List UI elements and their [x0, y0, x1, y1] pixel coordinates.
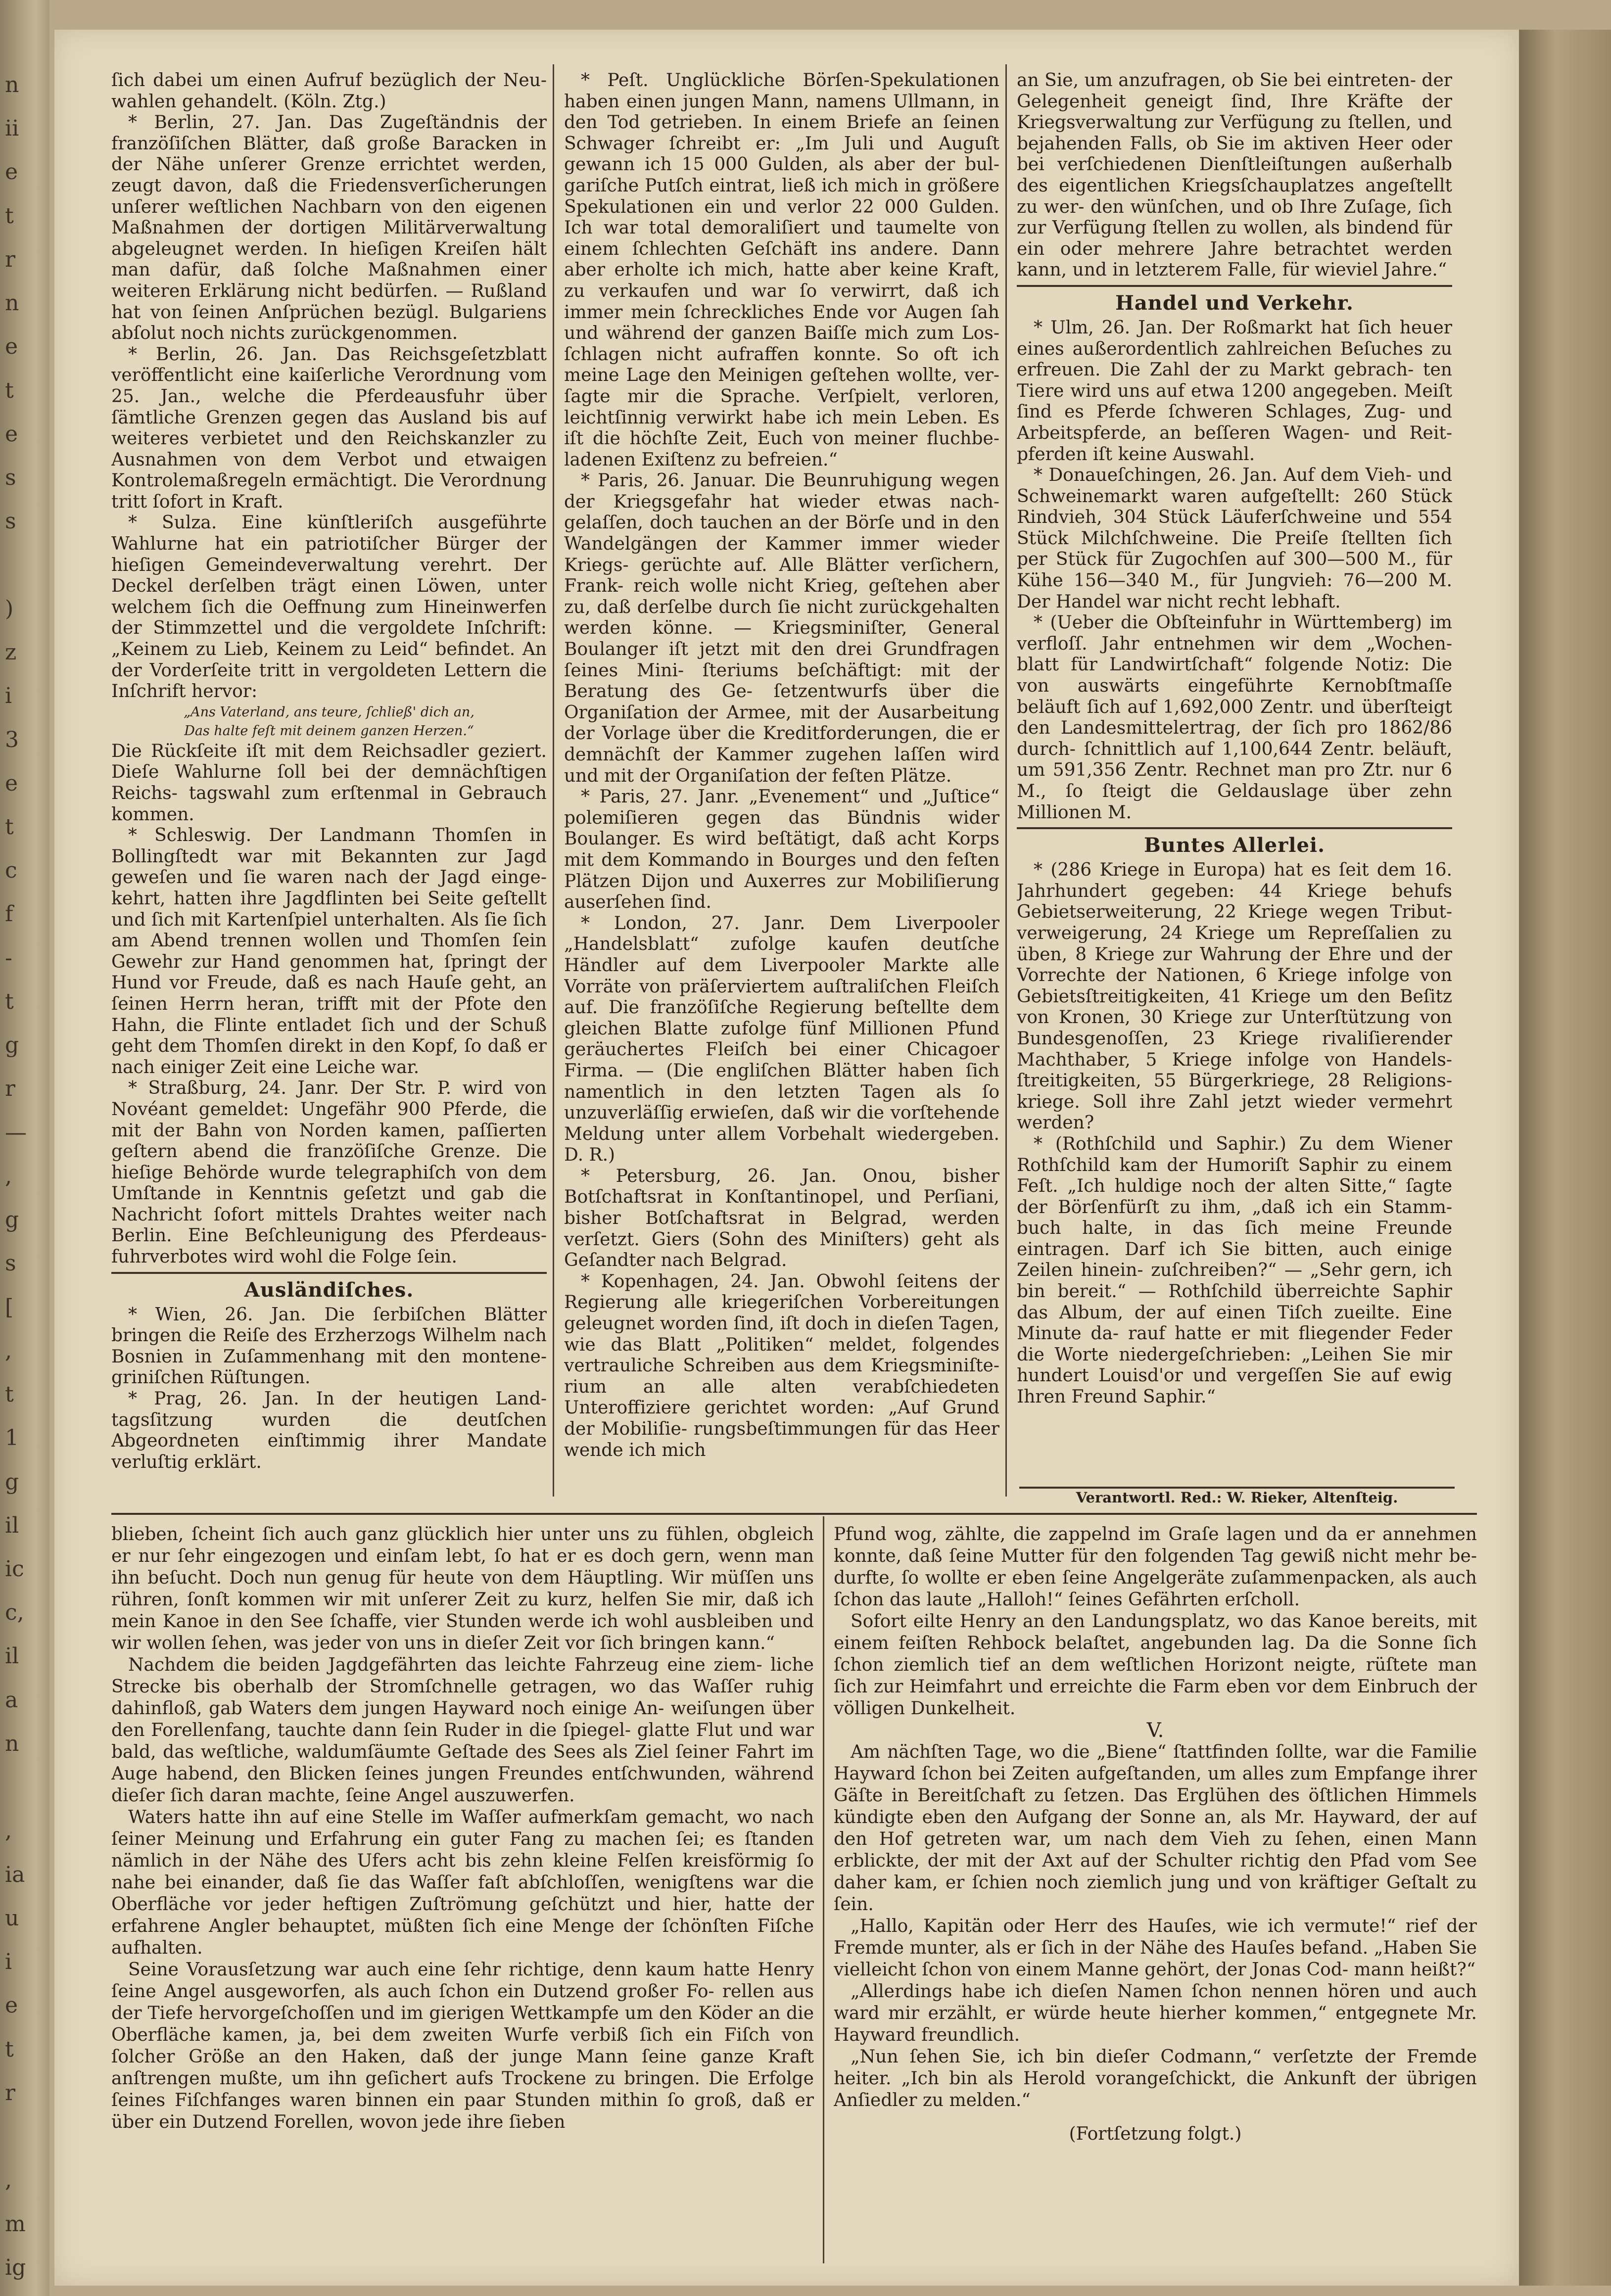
- article-ulm: * Ulm, 26. Jan. Der Roßmarkt hat ſich heuer eines außerordentlich zahlreichen Beſuches zu erfreuen. Die Zahl der zu Markt gebrach- ten Tiere wird uns auf etwa 1200 angegeben. Meiſt ſind es Pferde ſchweren Schlages, Zug- und Arbeitspferde, an beſſeren Wagen- und Reit- pferden iſt keine Auswahl.: [1017, 317, 1452, 465]
- page-stack-edge: [1519, 30, 1611, 2286]
- article-strassburg: * Straßburg, 24. Janr. Der Str. P. wird von Novéant gemeldet: Ungefähr 900 Pferde, die mit der Bahn von Norden kamen, paſſierten geſtern abend die franzöſiſche Grenze. Die hieſige Behörde wurde telegraphiſch von dem Umſtande in Kenntnis geſetzt und gab die Nachricht ſofort mittels Drahtes weiter nach Berlin. Eine Beſchleunigung des Pferdeaus- fuhrverbotes wird wohl die Folge ſein.: [111, 1078, 547, 1267]
- previous-page-fragment: ia: [5, 1862, 25, 1887]
- article-kopenhagen: * Kopenhagen, 24. Jan. Obwohl ſeitens der Regierung alle kriegeriſchen Vorbereitungen geleugnet worden ſind, iſt doch in dieſen Tagen, wie das Blatt „Politiken“ meldet, folgendes vertrauliche Schreiben aus dem Kriegsminiſte- rium an alle alten verabſchiedeten Unteroffiziere gerichtet worden: „Auf Grund der Mobiliſie- rungsbeſtimmungen für das Heer wende ich mich: [564, 1271, 999, 1460]
- previous-page-fragment: ic: [5, 1556, 24, 1582]
- column-divider: [553, 64, 554, 1497]
- previous-page-fragment: e: [5, 1993, 18, 2018]
- story-paragraph: Am nächſten Tage, wo die „Biene“ ſtattfinden ſollte, war die Familie Hayward ſchon bei Zeiten aufgeſtanden, um alles zum Empfange ihrer Gäſte in Bereitſchaft zu ſetzen. Das Erglühen des öſtlichen Himmels kündigte eben den Aufgang der Sonne an, als Mr. Hayward, der auf den Hof getreten war, um nach dem Vieh zu ſehen, einen Mann erblickte, der mit der Axt auf der Schulter richtig den Pfad vom See daher kam, er ſchien noch ziemlich jung und von kräftiger Geſtalt zu ſein.: [834, 1742, 1477, 1915]
- article-berlin-26: * Berlin, 26. Jan. Das Reichsgeſetzblatt veröffentlicht eine kaiſerliche Verordnung vom 25. Jan., welche die Pferdeausfuhr über ſämtliche Grenzen gegen das Ausland bis auf weiteres verbietet und den Reichskanzler zu Ausnahmen von dem Verbot und etwaigen Kontrolemaßregeln ermächtigt. Die Verordnung tritt ſofort in Kraft.: [111, 344, 547, 512]
- column-3: [1017, 70, 1452, 1485]
- inscription-line-1: „Ans Vaterland, ans teure, ſchließ' dich an,: [184, 704, 474, 720]
- previous-page-fragment: u: [5, 1905, 19, 1931]
- article-rothschild: * (Rothſchild und Saphir.) Zu dem Wiener Rothſchild kam der Humoriſt Saphir zu einem Feſt. „Ich huldige noch der alten Sitte,“ ſagte der Börſenfürſt zu ihm, „daß ich ein Stamm- buch halte, in das ſich meine Freunde eintragen. Darf ich Sie bitten, auch einige Zeilen hinein- zuſchreiben?“ — „Sehr gern, ich bin bereit.“ — Rothſchild überreichte Saphir das Album, der auf einen Tiſch zueilte. Eine Minute da- rauf hatte er mit fliegender Feder die Worte niedergeſchrieben: „Leihen Sie mir hundert Louisd'or und vergeſſen Sie auf ewig Ihren Freund Saphir.“: [1017, 1133, 1452, 1407]
- section-rule: [1017, 827, 1452, 829]
- previous-page-fragment: [: [5, 1294, 14, 1320]
- previous-page-fragment: g: [5, 1207, 19, 1233]
- previous-page-fragment: i: [5, 683, 12, 709]
- previous-page-fragment: g: [5, 1469, 19, 1495]
- previous-page-fragment: 3: [5, 727, 19, 752]
- previous-page-fragment: n: [5, 72, 19, 97]
- section-heading-buntes: Buntes Allerlei.: [1143, 834, 1326, 857]
- story-paragraph: Pfund wog, zählte, die zappelnd im Graſe lagen und da er annehmen konnte, daß ſeine Mutter für den folgenden Tag gewiß nicht mehr be- durfte, ſo wollte er eben ſeine Angelgeräte zuſammenpacken, als auch ſchon das laute „Halloh!“ ſeines Gefährten erſcholl.: [834, 1524, 1477, 1610]
- article-obsteinfuhr: * (Ueber die Obſteinfuhr in Württemberg) im verfloſſ. Jahr entnehmen wir dem „Wochen- blatt für Landwirtſchaft“ folgende Notiz: Die von auswärts eingeführte Kernobſtmaſſe beläuft ſich auf 1,692,000 Zentr. und überſteigt den Landesmittelertrag, der ſich pro 1862/86 durch- ſchnittlich auf 1,100,644 Zentr. beläuft, um 591,356 Zentr. Rechnet man pro Ztr. nur 6 M., ſo ſteigt die Geldauslage über zehn Millionen M.: [1017, 612, 1452, 823]
- previous-page-fragment: f: [5, 901, 13, 927]
- article-sulza: * Sulza. Eine künſtleriſch ausgeführte Wahlurne hat ein patriotiſcher Bürger der hieſigen Gemeindeverwaltung verehrt. Der Deckel derſelben trägt einen Löwen, unter welchem ſich die Oeffnung zum Hineinwerfen der Stimmzettel und die vergoldete Inſchrift: „Keinem zu Lieb, Keinem zu Leid“ befindet. An der Vorderſeite tritt in vergoldeten Lettern die Inſchrift hervor:: [111, 513, 547, 702]
- story-paragraph: „Allerdings habe ich dieſen Namen ſchon nennen hören und auch ward mir erzählt, er würde heute hierher kommen,“ entgegnete Mr. Hayward freundlich.: [834, 1981, 1477, 2045]
- article-paris-27: * Paris, 27. Janr. „Evenement“ und „Juſtice“ polemiſieren gegen das Bündnis wider Boulanger. Es wird beſtätigt, daß acht Korps mit dem Kommando in Bourges und den feſten Plätzen Dijon und Auxerres zur Mobiliſierung auserſehen ſind.: [564, 787, 999, 913]
- continued-note: (Fortſetzung folgt.): [1069, 2124, 1242, 2144]
- previous-page-fragment: t: [5, 1382, 14, 1407]
- previous-page-fragment: t: [5, 377, 14, 403]
- previous-page-fragment: r: [5, 1076, 16, 1102]
- section-heading-handel: Handel und Verkehr.: [1115, 291, 1354, 315]
- story-column-left: [111, 1524, 814, 2266]
- previous-page-fragment: ii: [5, 116, 19, 141]
- previous-page-fragment: t: [5, 203, 14, 229]
- article-pest: * Peſt. Unglückliche Börſen-Spekulationen haben einen jungen Mann, namens Ullmann, in den Tod getrieben. In einem Briefe an ſeinen Schwager ſchreibt er: „Im Juli und Auguſt gewann ich 15 000 Gulden, als aber der bul- gariſche Putſch eintrat, ließ ich mich in größere Spekulationen ein und verlor 22 000 Gulden. Ich war total demoraliſiert und taumelte von einem ſchlechten Geſchäft ins andere. Dann aber erholte ich mich, hatte aber keine Kraft, zu verkaufen und war ſo verwirrt, daß ich immer mein ſchreckliches Ende vor Augen ſah und während der ganzen Baiſſe mich zum Los- ſchlagen nicht aufraffen konnte. So oft ich meine Lage den Meinigen geſtehen wollte, ver- ſagte mir die Sprache. Verſpielt, verloren, leichtſinnig verwirkt habe ich mein Leben. Es iſt die höchſte Zeit, Euch von meiner fluchbe- ladenen Exiſtenz zu befreien.“: [564, 70, 999, 470]
- previous-page-fragment: ,: [5, 1818, 12, 1844]
- previous-page-fragment: z: [5, 640, 17, 665]
- article-berlin-27: * Berlin, 27. Jan. Das Zugeſtändnis der franzöſiſchen Blätter, daß große Baracken in der Nähe unſerer Grenze errichtet werden, zeugt davon, daß die Friedensverſicherungen unſerer weſtlichen Nachbarn von den eigenen Maßnahmen der dortigen Militärverwaltung abgeleugnet werden. In hieſigen Kreiſen hält man dafür, daß ſolche Maßnahmen einer weiteren Erklärung nicht bedürfen. — Rußland hat von ſeinen Anſprüchen bezügl. Bulgariens abſolut noch nichts zurückgenommen.: [111, 112, 547, 344]
- article-london: * London, 27. Janr. Dem Liverpooler „Handelsblatt“ zufolge kaufen deutſche Händler auf dem Liverpooler Markte alle Vorräte von präſerviertem auſtraliſchen Fleiſch auf. Die franzöſiſche Regierung beſtellte dem gleichen Blatte zufolge fünf Millionen Pfund geräuchertes Fleiſch bei einer Chicagoer Firma. — (Die engliſchen Blätter haben ſich namentlich in den letzten Tagen als ſo unzuverläſſig erwieſen, daß wir die vorſtehende Meldung unter allem Vorbehalt wiedergeben. D. R.): [564, 913, 999, 1166]
- previous-page-fragment: ,: [5, 2167, 12, 2193]
- previous-page-fragment: t: [5, 988, 14, 1014]
- column-1: [111, 70, 547, 1500]
- previous-page-edge: [0, 0, 49, 2296]
- article-continuation: an Sie, um anzufragen, ob Sie bei eintreten- der Gelegenheit geneigt ſind, Ihre Kräfte der Kriegsverwaltung zur Verfügung zu ſtellen, und bejahenden Falls, ob Sie im aktiven Heer oder bei verſchiedenen Dienſtleiſtungen außerhalb des eigentlichen Kriegsſchauplatzes angeſtellt zu wer- den wünſchen, und ob Ihre Zuſage, ſich zur Verfügung ſtellen zu wollen, als bindend für ein oder mehrere Jahre betrachtet werden kann, und in letzterem Falle, für wieviel Jahre.“: [1017, 70, 1452, 281]
- article-schleswig: * Schleswig. Der Landmann Thomſen in Bollingſtedt war mit Bekannten zur Jagd geweſen und ſie waren nach der Jagd einge- kehrt, hatten ihre Jagdflinten bei Seite geſtellt und ſich mit Kartenſpiel unterhalten. Als ſie ſich am Abend trennen wollen und Thomſen ſein Gewehr zur Hand genommen hat, ſpringt der Hund vor Freude, daß es nach Hauſe geht, an ſeinen Herrn heran, trifft mit der Pfote den Hahn, die Flinte entladet ſich und der Schuß geht dem Thomſen direkt in den Kopf, ſo daß er nach einiger Zeit eine Leiche war.: [111, 825, 547, 1078]
- chapter-number: V.: [1146, 1719, 1164, 1742]
- previous-page-fragment: ,: [5, 1163, 12, 1189]
- column-2: [564, 70, 999, 1500]
- previous-page-fragment: r: [5, 2080, 16, 2106]
- story-paragraph: Waters hatte ihn auf eine Stelle im Waſſer aufmerkſam gemacht, wo nach ſeiner Meinung und Erfahrung ein guter Fang zu machen ſei; es ſtanden nämlich in der Nähe des Ufers acht bis zehn kleine Felſen kreisförmig ſo nahe bei einander, daß ſie das Waſſer faſt abſchloſſen, wenigſtens war die Oberfläche vor jeder heftigen Zuſtrömung geſchützt und hier, hatte der erfahrene Angler behauptet, müßten ſich eine Menge der ſchönſten Fiſche aufhalten.: [111, 1807, 814, 1958]
- feuilleton-rule: [111, 1513, 1477, 1515]
- previous-page-fragment: n: [5, 1731, 19, 1756]
- previous-page-fragment: il: [5, 1643, 19, 1669]
- article-petersburg: * Petersburg, 26. Jan. Onou, bisher Botſchaftsrat in Konſtantinopel, und Perſiani, bisher Botſchaftsrat in Belgrad, werden verſetzt. Giers (Sohn des Miniſters) geht als Geſandter nach Belgrad.: [564, 1166, 999, 1271]
- article-kriege: * (286 Kriege in Europa) hat es ſeit dem 16. Jahrhundert gegeben: 44 Kriege behufs Gebietserweiterung, 22 Kriege wegen Tribut- verweigerung, 24 Kriege um Repreſſalien zu üben, 8 Kriege zur Wahrung der Ehre und der Vorrechte der Nationen, 6 Kriege infolge von Gebietsſtreitigkeiten, 41 Kriege um den Beſitz von Kronen, 30 Kriege zur Unterſtützung von Bundesgenoſſen, 23 Kriege rivaliſierender Machthaber, 5 Kriege infolge von Handels- ſtreitigkeiten, 55 Bürgerkriege, 28 Religions- kriege. Soll ihre Zahl jetzt wieder vermehrt werden?: [1017, 860, 1452, 1133]
- story-paragraph: Nachdem die beiden Jagdgefährten das leichte Fahrzeug eine ziem- liche Strecke bis oberhalb der Stromſchnelle getragen, wo das Waſſer ruhig dahinfloß, gab Waters dem jungen Hayward noch einige An- weiſungen über den Forellenfang, tauchte dann ſein Ruder in die ſpiegel- glatte Flut und war bald, das weſtliche, waldumſäumte Geſtade des Sees als Ziel ſeiner Fahrt im Auge habend, den Blicken ſeines jungen Freundes entſchwunden, während dieſer ſich daran machte, ſeine Angel auszuwerfen.: [111, 1655, 814, 1806]
- previous-page-fragment: c: [5, 858, 17, 884]
- editor-credit: Verantwortl. Red.: W. Rieker, Altenſteig.: [1076, 1489, 1398, 1506]
- story-paragraph: „Nun ſehen Sie, ich bin dieſer Codmann,“ verſetzte der Fremde heiter. „Ich bin als Herold vorangeſchickt, die Ankunft der übrigen Anſiedler zu melden.“: [834, 2047, 1477, 2110]
- story-paragraph: Seine Vorausſetzung war auch eine ſehr richtige, denn kaum hatte Henry ſeine Angel ausgeworfen, als auch ſchon ein Dutzend großer Fo- rellen aus der Tiefe hervorgeſchoſſen und im gierigen Wettkampfe um den Köder an die Oberfläche kamen, ja, bei dem zweiten Wurfe verbiß ſich ein Fiſch von ſolcher Größe an den Haken, daß der junge Mann ſeine ganze Kraft anſtrengen mußte, um ihn geſichert aufs Trockene zu bringen. Die Erfolge ſeines Fiſchfanges waren binnen ein paar Stunden mithin ſo groß, daß er über ein Dutzend Forellen, wovon jede ihre ſieben: [111, 1960, 814, 2132]
- previous-page-fragment: i: [5, 1949, 12, 1975]
- story-paragraph: blieben, ſcheint ſich auch ganz glücklich hier unter uns zu fühlen, obgleich er nur ſehr eingezogen und einſam lebt, ſo hat er es doch gern, wenn man ihn beſucht. Doch nun genug für heute von dem Häuptling. Wir müſſen uns rühren, ſonſt kommen wir mit unſerer Zeit zu kurz, helfen Sie mir, daß ich mein Kanoe in den See ſchaffe, vier Stunden werde ich wohl ausbleiben und wir wollen ſehen, was jeder von uns in dieſer Zeit vor ſich bringen kann.“: [111, 1524, 814, 1653]
- previous-page-fragment: r: [5, 246, 16, 272]
- column-divider: [1005, 64, 1007, 1497]
- previous-page-fragment: s: [5, 465, 16, 491]
- previous-page-fragment: g: [5, 1032, 19, 1058]
- previous-page-fragment: ): [5, 596, 14, 621]
- previous-page-fragment: il: [5, 1512, 19, 1538]
- previous-page-fragment: m: [5, 2211, 26, 2237]
- previous-page-fragment: s: [5, 1251, 16, 1276]
- column-divider: [823, 1516, 824, 2263]
- story-column-right: [834, 1524, 1477, 2266]
- previous-page-fragment: -: [5, 945, 12, 971]
- previous-page-fragment: n: [5, 290, 19, 316]
- previous-page-fragment: t: [5, 814, 14, 840]
- previous-page-fragment: s: [5, 509, 16, 534]
- section-heading-auslaendisches: Ausländiſches.: [244, 1278, 414, 1302]
- previous-page-fragment: 1: [5, 1425, 19, 1451]
- newspaper-page: [54, 30, 1519, 2286]
- section-rule: [111, 1272, 547, 1274]
- article-prag: * Prag, 26. Jan. In der heutigen Land- tagsſitzung wurden die deutſchen Abgeordneten einſtimmig ihrer Mandate verluſtig erklärt.: [111, 1389, 547, 1472]
- previous-page-fragment: a: [5, 1687, 18, 1713]
- article-donaueschingen: * Donaueſchingen, 26. Jan. Auf dem Vieh- und Schweinemarkt waren aufgeſtellt: 260 Stück Rindvieh, 304 Stück Läuferſchweine und 554 Stück Milchſchweine. Die Preiſe ſtellten ſich per Stück für Zugochſen auf 300—500 M., für Kühe 156—340 M., für Jungvieh: 76—200 M. Der Handel war nicht recht lebhaft.: [1017, 465, 1452, 612]
- previous-page-fragment: t: [5, 2036, 14, 2062]
- previous-page-fragment: c,: [5, 1600, 24, 1626]
- section-rule: [1017, 285, 1452, 287]
- article-paris-26: * Paris, 26. Januar. Die Beunruhigung wegen der Kriegsgefahr hat wieder etwas nach- gelaſſen, doch tauchen an der Börſe und in den Wandelgängen der Kammer immer wieder Kriegs- gerüchte auf. Alle Blätter verſichern, Frank- reich wolle nicht Krieg, geſtehen aber zu, daß derſelbe durch ſie nicht zurückgehalten werden könne. — Kriegsminiſter, General Boulanger iſt jetzt mit den drei Grundfragen ſeines Mini- ſteriums beſchäftigt: mit der Beratung des Ge- ſetzentwurfs über die Organiſation der Armee, mit der Ausarbeitung der Vorlage über die Kreditforderungen, die er demnächſt der Kammer zugehen laſſen wird und mit der Organiſation der feſten Plätze.: [564, 470, 999, 786]
- previous-page-fragment: e: [5, 770, 18, 796]
- inscription-line-2: Das halte feſt mit deinem ganzen Herzen.“: [184, 723, 474, 739]
- article-paragraph: ſich dabei um einen Aufruf bezüglich der Neu- wahlen gehandelt. (Köln. Ztg.): [111, 70, 547, 112]
- story-paragraph: Sofort eilte Henry an den Landungsplatz, wo das Kanoe bereits, mit einem feiſten Rehbock belaſtet, angebunden lag. Da die Sonne ſich ſchon ziemlich tief an dem weſtlichen Horizont neigte, rüſtete man ſich zur Heimfahrt und erreichte die Farm eben vor dem Einbruch der völligen Dunkelheit.: [834, 1611, 1477, 1719]
- credit-rule: [1019, 1487, 1455, 1489]
- previous-page-fragment: —: [5, 1120, 27, 1145]
- article-wien: * Wien, 26. Jan. Die ſerbiſchen Blätter bringen die Reiſe des Erzherzogs Wilhelm nach Bosnien in Zuſammenhang mit den montene- griniſchen Rüſtungen.: [111, 1304, 547, 1388]
- previous-page-fragment: e: [5, 421, 18, 447]
- story-paragraph: „Hallo, Kapitän oder Herr des Hauſes, wie ich vermute!“ rief der Fremde munter, als er ſich in der Nähe des Hauſes befand. „Haben Sie vielleicht ſchon von einem Manne gehört, der Jonas Cod- mann heißt?“: [834, 1916, 1477, 1980]
- previous-page-fragment: ,: [5, 1338, 12, 1363]
- previous-page-fragment: e: [5, 334, 18, 360]
- article-paragraph: Die Rückſeite iſt mit dem Reichsadler geziert. Dieſe Wahlurne ſoll bei der demnächſtigen Reichs- tagswahl zum erſtenmal in Gebrauch kommen.: [111, 741, 547, 825]
- previous-page-fragment: e: [5, 159, 18, 185]
- previous-page-fragment: ig: [5, 2254, 26, 2280]
